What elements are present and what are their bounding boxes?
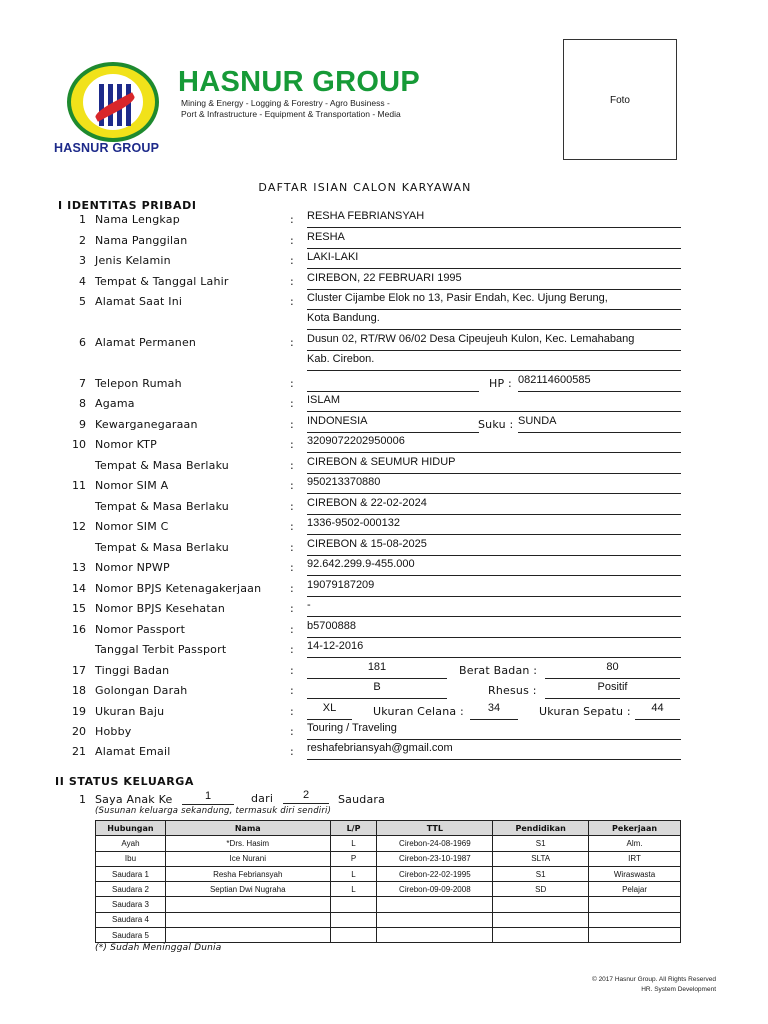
table-footnote: (*) Sudah Meninggal Dunia [95, 943, 222, 953]
sub-field-underline [545, 698, 680, 699]
table-row [96, 866, 681, 881]
row-number: 1 [79, 793, 86, 806]
footer-dept: HR. System Development [641, 986, 716, 993]
field-underline [307, 555, 681, 556]
colon: : [290, 725, 294, 738]
field-underline [307, 411, 681, 412]
row-number: 13 [72, 561, 86, 574]
table-cell: Saudara 1 [96, 866, 166, 881]
colon: : [290, 418, 294, 431]
field-label: Agama [95, 397, 135, 410]
field-underline [307, 248, 681, 249]
logo-emblem [67, 62, 159, 142]
field-underline [307, 329, 681, 330]
table-cell[interactable]: L [330, 836, 377, 851]
field-value-line2[interactable]: Kota Bandung. [307, 312, 380, 324]
company-logo [50, 62, 180, 158]
field-underline [307, 678, 447, 679]
field-underline [307, 493, 681, 494]
field-value[interactable]: CIREBON & 22-02-2024 [307, 497, 427, 509]
field-underline [307, 514, 681, 515]
table-header-cell: TTL [377, 821, 493, 836]
table-cell[interactable]: S1 [493, 866, 589, 881]
field-label: Jenis Kelamin [95, 254, 171, 267]
table-cell: Saudara 3 [96, 897, 166, 912]
sub-field-value-2[interactable]: 44 [651, 702, 664, 714]
sub-field-value[interactable]: Positif [597, 681, 628, 693]
field-label: Alamat Email [95, 745, 171, 758]
table-cell[interactable]: IRT [589, 851, 681, 866]
table-row [96, 912, 681, 927]
field-value[interactable]: - [307, 599, 311, 611]
logo-text: HASNUR GROUP [54, 141, 160, 155]
sub-field-value[interactable]: 082114600585 [518, 374, 591, 386]
field-label: Kewarganegaraan [95, 418, 198, 431]
colon: : [290, 582, 294, 595]
table-cell[interactable] [589, 928, 681, 943]
table-cell[interactable]: P [330, 851, 377, 866]
field-underline [307, 575, 681, 576]
field-value[interactable]: b5700888 [307, 620, 356, 632]
row-number: 9 [79, 418, 86, 431]
table-cell[interactable]: *Drs. Hasim [165, 836, 330, 851]
table-cell[interactable]: Septian Dwi Nugraha [165, 882, 330, 897]
table-header-row [96, 821, 681, 836]
field-underline [307, 473, 681, 474]
field-underline [307, 637, 681, 638]
sub-field-value[interactable]: SUNDA [518, 415, 557, 427]
field-underline [307, 268, 681, 269]
field-underline [307, 309, 681, 310]
field-value[interactable]: RESHA [307, 231, 345, 243]
field-underline [307, 289, 681, 290]
colon: : [290, 664, 294, 677]
field-value[interactable]: B [373, 681, 381, 693]
field-underline [307, 616, 681, 617]
table-cell[interactable] [165, 912, 330, 927]
sub-field-value[interactable]: 80 [606, 661, 619, 673]
table-cell[interactable] [330, 897, 377, 912]
field-underline [307, 534, 681, 535]
field-value[interactable]: LAKI-LAKI [307, 251, 359, 263]
colon: : [290, 254, 294, 267]
field-underline [307, 739, 681, 740]
table-cell[interactable] [589, 897, 681, 912]
row-number: 10 [72, 438, 86, 451]
table-cell[interactable]: Cirebon-09-09-2008 [377, 882, 493, 897]
field-value[interactable]: INDONESIA [307, 415, 368, 427]
table-cell: Ayah [96, 836, 166, 851]
table-cell[interactable]: Cirebon-22-02-1995 [377, 866, 493, 881]
field-label: Tempat & Masa Berlaku [95, 459, 229, 472]
field-value[interactable]: 3209072202950006 [307, 435, 405, 447]
sub-field-label: Ukuran Celana : [373, 705, 464, 718]
field-label: Nomor SIM A [95, 479, 169, 492]
photo-box[interactable] [563, 39, 677, 160]
field-value[interactable]: 19079187209 [307, 579, 375, 591]
table-cell[interactable] [377, 897, 493, 912]
row-number: 11 [72, 479, 86, 492]
field-underline [307, 391, 479, 392]
field-value[interactable]: 181 [367, 661, 387, 673]
table-cell[interactable]: S1 [493, 836, 589, 851]
table-cell[interactable]: Cirebon-23-10-1987 [377, 851, 493, 866]
sub-field-value[interactable]: 34 [487, 702, 501, 714]
field-value[interactable]: 1336-9502-000132 [307, 517, 400, 529]
colon: : [290, 684, 294, 697]
copyright: © 2017 Hasnur Group. All Rights Reserved [591, 976, 716, 983]
field-label: Nomor SIM C [95, 520, 169, 533]
field-value[interactable]: RESHA FEBRIANSYAH [307, 210, 425, 222]
field-value[interactable]: Dusun 02, RT/RW 06/02 Desa Cipeujeuh Kulon, Kec. Lemahabang [307, 333, 635, 345]
table-row [96, 836, 681, 851]
form-title: DAFTAR ISIAN CALON KARYAWAN [258, 181, 472, 194]
field-underline [307, 370, 681, 371]
table-cell[interactable] [493, 912, 589, 927]
table-cell[interactable]: L [330, 882, 377, 897]
field-value[interactable]: CIREBON, 22 FEBRUARI 1995 [307, 272, 462, 284]
colon: : [290, 520, 294, 533]
field-value[interactable]: 92.642.299.9-455.000 [307, 558, 415, 570]
row-number: 20 [72, 725, 86, 738]
colon: : [290, 213, 294, 226]
table-cell[interactable]: SLTA [493, 851, 589, 866]
field-underline [307, 452, 681, 453]
table-header-cell: Pekerjaan [589, 821, 681, 836]
field-value[interactable]: Touring / Traveling [307, 722, 397, 734]
field-label: Tempat & Tanggal Lahir [95, 275, 229, 288]
row-number: 4 [79, 275, 86, 288]
jumlah-underline [283, 803, 329, 804]
colon: : [290, 602, 294, 615]
table-row [96, 882, 681, 897]
field-label: Alamat Saat Ini [95, 295, 183, 308]
table-cell[interactable]: Alm. [589, 836, 681, 851]
family-table [95, 820, 681, 943]
table-row [96, 928, 681, 943]
anak-ke-label: Saya Anak Ke [95, 793, 173, 806]
colon: : [290, 643, 294, 656]
field-label: Nomor Passport [95, 623, 186, 636]
brand-tagline-1: Mining & Energy - Logging & Forestry - Agro Business - [181, 98, 390, 108]
table-cell[interactable] [330, 912, 377, 927]
section-identitas-title: I IDENTITAS PRIBADI [58, 199, 197, 212]
row-number: 2 [79, 234, 86, 247]
field-label: Tanggal Terbit Passport [95, 643, 227, 656]
row-number: 6 [79, 336, 86, 349]
table-cell: Ibu [96, 851, 166, 866]
field-label: Nomor KTP [95, 438, 157, 451]
photo-label: Foto [609, 95, 630, 106]
table-cell[interactable] [165, 928, 330, 943]
saudara-label: Saudara [338, 793, 386, 806]
row-number: 15 [72, 602, 86, 615]
row-number: 21 [72, 745, 86, 758]
field-underline [307, 657, 681, 658]
table-cell[interactable]: L [330, 866, 377, 881]
row-number: 8 [79, 397, 86, 410]
field-value[interactable]: CIREBON & 15-08-2025 [307, 538, 427, 550]
sub-field-label: HP : [489, 377, 512, 390]
table-cell[interactable] [377, 928, 493, 943]
section-keluarga-title: II STATUS KELUARGA [55, 775, 195, 788]
field-value-line2[interactable]: Kab. Cirebon. [307, 353, 375, 365]
sub-field-label: Rhesus : [488, 684, 537, 697]
table-cell: Saudara 2 [96, 882, 166, 897]
colon: : [290, 275, 294, 288]
colon: : [290, 438, 294, 451]
field-value[interactable]: ISLAM [307, 394, 341, 406]
field-value[interactable]: 14-12-2016 [307, 640, 364, 652]
anak-ke-underline [182, 804, 234, 805]
table-cell[interactable]: Cirebon-24-08-1969 [377, 836, 493, 851]
field-label: Nama Panggilan [95, 234, 188, 247]
table-cell[interactable] [589, 912, 681, 927]
colon: : [290, 377, 294, 390]
field-underline [307, 759, 681, 760]
row-number: 14 [72, 582, 86, 595]
table-cell: Saudara 4 [96, 912, 166, 927]
table-row [96, 897, 681, 912]
colon: : [290, 459, 294, 472]
table-cell[interactable]: Wiraswasta [589, 866, 681, 881]
sub-field-label: Suku : [478, 418, 514, 431]
sub-field-underline-2 [635, 719, 680, 720]
row-number: 3 [79, 254, 86, 267]
field-label: Nomor BPJS Kesehatan [95, 602, 225, 615]
field-value[interactable]: 950213370880 [307, 476, 381, 488]
table-cell[interactable] [493, 897, 589, 912]
sub-field-label-2: Ukuran Sepatu : [539, 705, 631, 718]
row-number: 17 [72, 664, 86, 677]
field-underline [307, 350, 681, 351]
colon: : [290, 561, 294, 574]
field-label: Ukuran Baju [95, 705, 165, 718]
sub-field-underline [470, 719, 518, 720]
field-underline [307, 432, 479, 433]
field-label: Nomor NPWP [95, 561, 170, 574]
colon: : [290, 623, 294, 636]
row-number: 7 [79, 377, 86, 390]
table-cell[interactable] [493, 928, 589, 943]
table-header-cell: L/P [330, 821, 377, 836]
field-value[interactable]: XL [322, 702, 337, 714]
table-cell[interactable] [330, 928, 377, 943]
field-value[interactable]: Cluster Cijambe Elok no 13, Pasir Endah, Kec. Ujung Berung, [307, 292, 608, 304]
field-label: Alamat Permanen [95, 336, 197, 349]
table-cell[interactable]: Ice Nurani [165, 851, 330, 866]
colon: : [290, 336, 294, 349]
colon: : [290, 234, 294, 247]
row-number: 19 [72, 705, 86, 718]
table-row [96, 851, 681, 866]
field-label: Hobby [95, 725, 132, 738]
field-underline [307, 719, 352, 720]
field-underline [307, 596, 681, 597]
sub-field-underline [545, 678, 680, 679]
table-cell[interactable] [165, 897, 330, 912]
field-underline [307, 698, 447, 699]
field-label: Tinggi Badan [95, 664, 170, 677]
field-label: Nomor BPJS Ketenagakerjaan [95, 582, 262, 595]
table-cell[interactable]: Resha Febriansyah [165, 866, 330, 881]
row-number: 12 [72, 520, 86, 533]
field-label: Golongan Darah [95, 684, 188, 697]
table-header-cell: Hubungan [96, 821, 166, 836]
field-label: Nama Lengkap [95, 213, 180, 226]
dari-label: dari [251, 792, 274, 805]
sub-field-underline [518, 391, 681, 392]
field-value[interactable]: reshafebriansyah@gmail.com [307, 742, 453, 754]
field-label: Tempat & Masa Berlaku [95, 500, 229, 513]
colon: : [290, 295, 294, 308]
table-cell[interactable]: Pelajar [589, 882, 681, 897]
field-label: Telepon Rumah [95, 377, 182, 390]
brand-title: HASNUR GROUP [178, 66, 421, 98]
row-number: 18 [72, 684, 86, 697]
colon: : [290, 397, 294, 410]
colon: : [290, 705, 294, 718]
field-label: Tempat & Masa Berlaku [95, 541, 229, 554]
table-cell[interactable]: SD [493, 882, 589, 897]
field-value[interactable]: CIREBON & SEUMUR HIDUP [307, 456, 456, 468]
field-underline [307, 227, 681, 228]
brand-tagline-2: Port & Infrastructure - Equipment & Transportation - Media [181, 109, 401, 119]
table-cell[interactable] [377, 912, 493, 927]
table-cell: Saudara 5 [96, 928, 166, 943]
jumlah-saudara-value[interactable]: 2 [302, 789, 310, 801]
row-number: 5 [79, 295, 86, 308]
sub-field-underline [518, 432, 681, 433]
colon: : [290, 745, 294, 758]
colon: : [290, 541, 294, 554]
colon: : [290, 500, 294, 513]
anak-ke-value[interactable]: 1 [204, 790, 212, 802]
row-number: 1 [79, 213, 86, 226]
table-header-cell: Pendidikan [493, 821, 589, 836]
sub-field-label: Berat Badan : [459, 664, 538, 677]
colon: : [290, 479, 294, 492]
row-number: 16 [72, 623, 86, 636]
table-header-cell: Nama [165, 821, 330, 836]
family-note: (Susunan keluarga sekandung, termasuk diri sendiri) [95, 806, 332, 816]
